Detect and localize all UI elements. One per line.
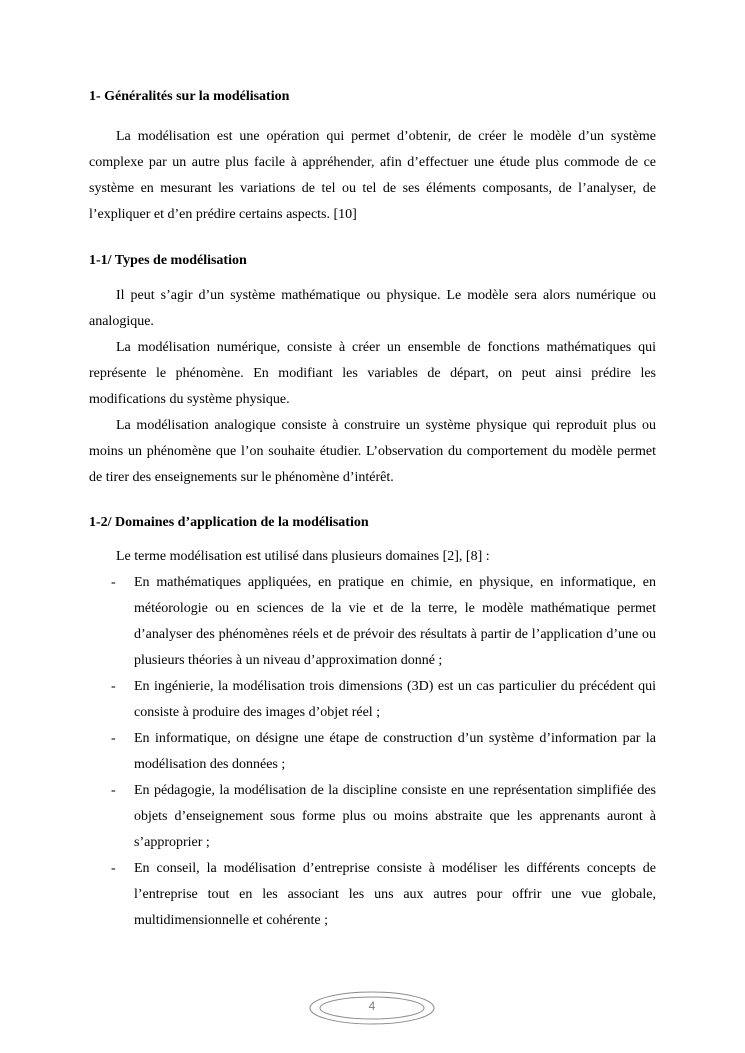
list-item (89, 570, 656, 674)
types-paragraph-3: La modélisation analogique consiste à construire un système physique qui reproduit plus ou moins un phénomène que l’on souhaite étudier. L’observation du comportement du modèle permet de tirer des enseignements sur le phénomène d’intérêt. (89, 418, 656, 485)
section-1-heading: 1- Généralités sur la modélisation (89, 89, 290, 104)
section-1-paragraph: La modélisation est une opération qui permet d’obtenir, de créer le modèle d’un système complexe par un autre plus facile à appréhender, afin d’effectuer une étude plus commode de ce système en mesurant les variations de tel ou tel de ses éléments composants, de l’analyser, de l’expliquer et d’en prédire certains aspects. [10] (89, 129, 656, 222)
list-item (89, 856, 656, 934)
section-1-1-heading: 1-1/ Types de modélisation (89, 253, 247, 268)
list-item-text: En ingénierie, la modélisation trois dimensions (3D) est un cas particulier du précédent qui consiste à produire des images d’objet réel ; (134, 679, 656, 720)
bullet-dash: - (111, 679, 116, 694)
list-item-text: En conseil, la modélisation d’entreprise consiste à modéliser les différents concepts de l’entreprise tout en les associant les uns aux autres pour offrir une vue globale, multidimensionnelle et cohérente ; (134, 861, 656, 928)
page-number-badge (308, 990, 436, 1026)
bullet-dash: - (111, 783, 116, 798)
domains-intro: Le terme modélisation est utilisé dans plusieurs domaines [2], [8] : (116, 549, 490, 564)
domains-list (89, 570, 656, 934)
page-number: 4 (368, 999, 376, 1013)
section-1-2-heading: 1-2/ Domaines d’application de la modélisation (89, 515, 369, 530)
types-paragraph-2: La modélisation numérique, consiste à créer un ensemble de fonctions mathématiques qui représente le phénomène. En modifiant les variables de départ, on peut ainsi prédire les modifications du système physique. (89, 340, 656, 407)
list-item-text: En pédagogie, la modélisation de la discipline consiste en une représentation simplifiée des objets d’enseignement sous forme plus ou moins abstraite que les apprenants auront à s’approprier ; (134, 783, 656, 850)
bullet-dash: - (111, 575, 116, 590)
section-1-1-body (89, 283, 656, 491)
types-paragraph-1: Il peut s’agir d’un système mathématique ou physique. Le modèle sera alors numérique ou analogique. (89, 288, 656, 329)
list-item (89, 778, 656, 856)
list-item-text: En informatique, on désigne une étape de construction d’un système d’information par la modélisation des données ; (134, 731, 656, 772)
bullet-dash: - (111, 861, 116, 876)
bullet-dash: - (111, 731, 116, 746)
list-item (89, 674, 656, 726)
list-item-text: En mathématiques appliquées, en pratique en chimie, en physique, en informatique, en météorologie ou en sciences de la vie et de la terre, le modèle mathématique permet d’analyser des phénomènes réels et de prévoir des résultats à partir de l’application d’une ou plusieurs théories à un niveau d’approximation donné ; (134, 575, 656, 668)
list-item (89, 726, 656, 778)
